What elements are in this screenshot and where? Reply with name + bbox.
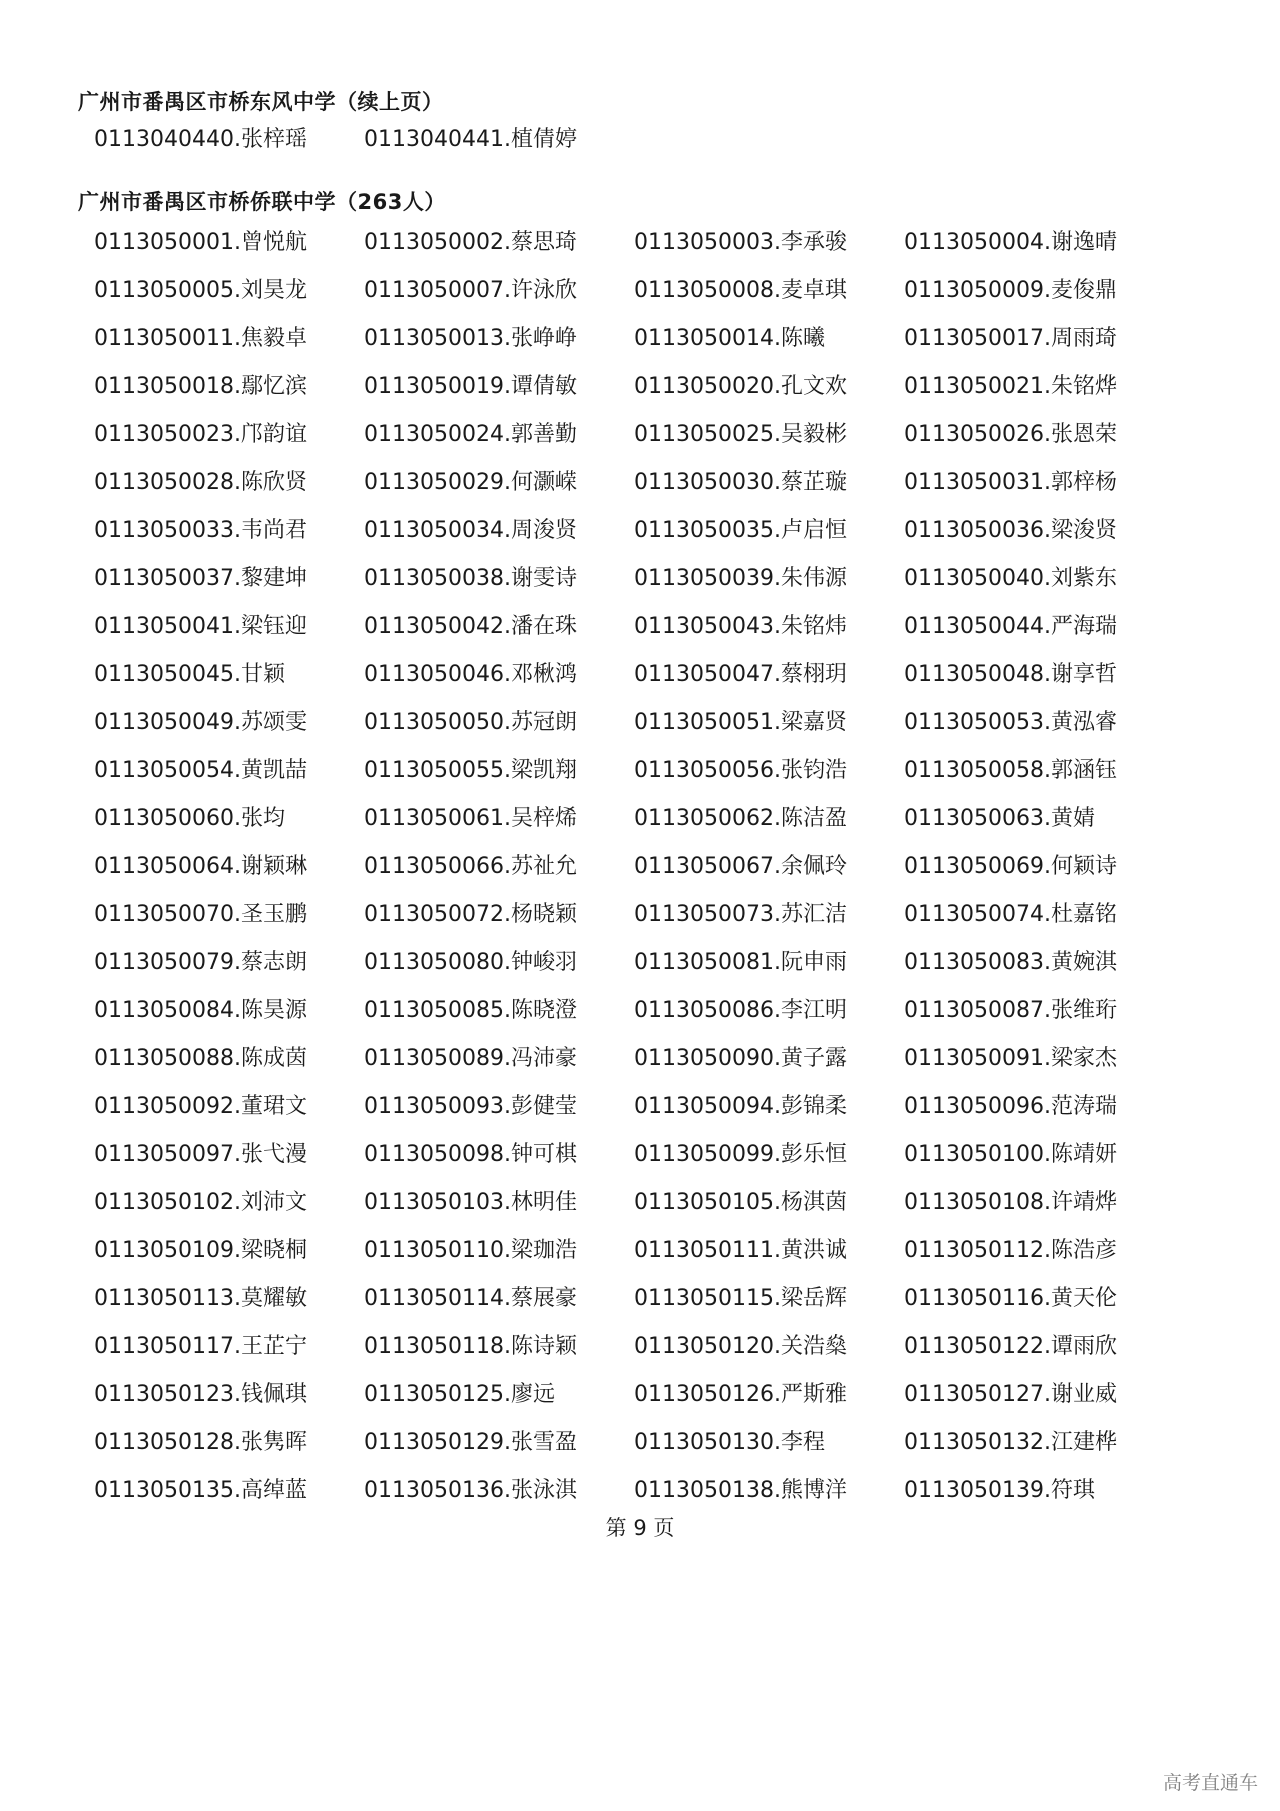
student-entry: 0113050025.吴毅彬 [634,422,847,447]
student-entry: 0113050037.黎建坤 [94,566,307,591]
entry-row [0,939,1280,987]
student-entry: 0113050070.圣玉鹏 [94,902,307,927]
student-entry: 0113050081.阮申雨 [634,950,847,975]
student-entry: 0113050102.刘沛文 [94,1190,307,1215]
student-entry: 0113050062.陈洁盈 [634,806,847,831]
student-entry: 0113050067.余佩玲 [634,854,847,879]
student-entry: 0113050089.冯沛豪 [364,1046,577,1071]
student-entry: 0113050073.苏汇洁 [634,902,847,927]
student-entry: 0113050122.谭雨欣 [904,1334,1117,1359]
student-entry: 0113050045.甘颖 [94,662,285,687]
student-entry: 0113050021.朱铭烨 [904,374,1117,399]
student-entry: 0113050024.郭善勤 [364,422,577,447]
student-entry: 0113050090.黄子露 [634,1046,847,1071]
student-entry: 0113050023.邝韵谊 [94,422,307,447]
entry-row [0,315,1280,363]
student-entry: 0113050011.焦毅卓 [94,326,307,351]
student-entry: 0113050093.彭健莹 [364,1094,577,1119]
student-entry: 0113050080.钟峻羽 [364,950,577,975]
entry-row [0,219,1280,267]
student-entry: 0113050019.谭倩敏 [364,374,577,399]
student-entry: 0113050066.苏祉允 [364,854,577,879]
entry-row [0,651,1280,699]
student-entry: 0113050048.谢享哲 [904,662,1117,687]
student-entry: 0113050139.符琪 [904,1478,1095,1503]
student-entry: 0113050009.麦俊鼎 [904,278,1117,303]
student-entry: 0113050113.莫耀敏 [94,1286,307,1311]
entry-row [0,1275,1280,1323]
student-entry: 0113050111.黄洪诚 [634,1238,847,1263]
entry-row [0,1035,1280,1083]
student-entry: 0113050110.梁珈浩 [364,1238,577,1263]
student-entry: 0113050056.张钧浩 [634,758,847,783]
student-entry: 0113040441.植倩婷 [364,127,577,152]
student-entry: 0113050105.杨淇茵 [634,1190,847,1215]
student-entry: 0113050053.黄泓睿 [904,710,1117,735]
student-entry: 0113050020.孔文欢 [634,374,847,399]
student-entry: 0113050096.范涛瑞 [904,1094,1117,1119]
student-entry: 0113050064.谢颖琳 [94,854,307,879]
student-entry: 0113050026.张恩荣 [904,422,1117,447]
student-entry: 0113050033.韦尚君 [94,518,307,543]
student-entry: 0113050112.陈浩彦 [904,1238,1117,1263]
entry-row [0,843,1280,891]
student-entry: 0113050002.蔡思琦 [364,230,577,255]
student-entry: 0113050099.彭乐恒 [634,1142,847,1167]
student-entry: 0113050087.张维珩 [904,998,1117,1023]
student-entry: 0113050001.曾悦航 [94,230,307,255]
student-entry: 0113050014.陈曦 [634,326,825,351]
student-entry: 0113050004.谢逸晴 [904,230,1117,255]
student-entry: 0113050135.高绰蓝 [94,1478,307,1503]
student-entry: 0113050094.彭锦柔 [634,1094,847,1119]
student-entry: 0113050130.李程 [634,1430,825,1455]
student-entry: 0113050005.刘昊龙 [94,278,307,303]
student-entry: 0113050043.朱铭炜 [634,614,847,639]
student-entry: 0113050100.陈靖妍 [904,1142,1117,1167]
student-entry: 0113050030.蔡芷璇 [634,470,847,495]
entry-row [0,1083,1280,1131]
student-entry: 0113050054.黄凯喆 [94,758,307,783]
student-entry: 0113050007.许泳欣 [364,278,577,303]
entry-row [0,987,1280,1035]
student-entry: 0113050097.张弋漫 [94,1142,307,1167]
student-entry: 0113050031.郭梓杨 [904,470,1117,495]
student-entry: 0113050034.周浚贤 [364,518,577,543]
student-entry: 0113050050.苏冠朗 [364,710,577,735]
student-entry: 0113050126.严斯雅 [634,1382,847,1407]
student-entry: 0113050116.黄天伦 [904,1286,1117,1311]
entry-row [0,411,1280,459]
student-entry: 0113050044.严海瑞 [904,614,1117,639]
watermark: 高考直通车 [1162,1772,1258,1794]
student-entry: 0113050074.杜嘉铭 [904,902,1117,927]
entry-row [0,1419,1280,1467]
entry-row [0,363,1280,411]
student-entry: 0113050125.廖远 [364,1382,555,1407]
student-entry: 0113050103.林明佳 [364,1190,577,1215]
student-entry: 0113050060.张均 [94,806,285,831]
student-entry: 0113050136.张泳淇 [364,1478,577,1503]
student-entry: 0113050114.蔡展豪 [364,1286,577,1311]
student-entry: 0113050109.梁晓桐 [94,1238,307,1263]
entry-row [0,1227,1280,1275]
student-entry: 0113050085.陈晓澄 [364,998,577,1023]
student-entry: 0113050072.杨晓颖 [364,902,577,927]
entry-row [0,507,1280,555]
student-entry: 0113050051.梁嘉贤 [634,710,847,735]
student-entry: 0113050108.许靖烨 [904,1190,1117,1215]
student-entry: 0113050069.何颖诗 [904,854,1117,879]
entry-row [0,891,1280,939]
student-entry: 0113050028.陈欣贤 [94,470,307,495]
entry-row [0,1467,1280,1515]
entry-row [0,699,1280,747]
student-entry: 0113050091.梁家杰 [904,1046,1117,1071]
student-entry: 0113050129.张雪盈 [364,1430,577,1455]
student-entry: 0113050047.蔡栩玥 [634,662,847,687]
student-entry: 0113050086.李江明 [634,998,847,1023]
student-entry: 0113050120.关浩燊 [634,1334,847,1359]
student-entry: 0113050055.梁凯翔 [364,758,577,783]
student-entry: 0113050008.麦卓琪 [634,278,847,303]
student-entry: 0113050003.李承骏 [634,230,847,255]
page-number: 第 9 页 [605,1516,675,1540]
entry-row [0,116,1280,164]
entry-row [0,1131,1280,1179]
entry-row [0,603,1280,651]
section-heading-qiaolian: 广州市番禺区市桥侨联中学（263人） [78,190,446,214]
student-entry: 0113050013.张峥峥 [364,326,577,351]
student-entry: 0113050041.梁钰迎 [94,614,307,639]
entry-row [0,267,1280,315]
student-entry: 0113050115.梁岳辉 [634,1286,847,1311]
entry-row [0,555,1280,603]
student-entry: 0113050038.谢雯诗 [364,566,577,591]
student-entry: 0113050079.蔡志朗 [94,950,307,975]
student-entry: 0113050036.梁浚贤 [904,518,1117,543]
student-entry: 0113050029.何灏嵘 [364,470,577,495]
entry-row [0,1179,1280,1227]
student-entry: 0113050084.陈昊源 [94,998,307,1023]
student-entry: 0113050132.江建桦 [904,1430,1117,1455]
student-entry: 0113050040.刘紫东 [904,566,1117,591]
entry-row [0,747,1280,795]
entry-row [0,459,1280,507]
student-entry: 0113050117.王芷宁 [94,1334,307,1359]
student-entry: 0113050042.潘在珠 [364,614,577,639]
student-entry: 0113050018.鄢忆滨 [94,374,307,399]
entry-row [0,1371,1280,1419]
student-entry: 0113050123.钱佩琪 [94,1382,307,1407]
student-entry: 0113050092.董珺文 [94,1094,307,1119]
student-entry: 0113050098.钟可棋 [364,1142,577,1167]
student-entry: 0113050049.苏颂雯 [94,710,307,735]
student-entry: 0113050138.熊博洋 [634,1478,847,1503]
section-heading-dongfeng: 广州市番禺区市桥东风中学（续上页） [78,90,444,114]
student-entry: 0113050058.郭涵钰 [904,758,1117,783]
student-entry: 0113050061.吴梓烯 [364,806,577,831]
student-entry: 0113050046.邓楸鸿 [364,662,577,687]
student-entry: 0113050039.朱伟源 [634,566,847,591]
student-entry: 0113050128.张隽晖 [94,1430,307,1455]
student-entry: 0113050127.谢业威 [904,1382,1117,1407]
student-entry: 0113050017.周雨琦 [904,326,1117,351]
student-entry: 0113050035.卢启恒 [634,518,847,543]
student-entry: 0113050118.陈诗颖 [364,1334,577,1359]
student-entry: 0113050083.黄婉淇 [904,950,1117,975]
entry-row [0,1323,1280,1371]
student-entry: 0113050063.黄婧 [904,806,1095,831]
student-entry: 0113050088.陈成茵 [94,1046,307,1071]
student-entry: 0113040440.张梓瑶 [94,127,307,152]
entry-row [0,795,1280,843]
